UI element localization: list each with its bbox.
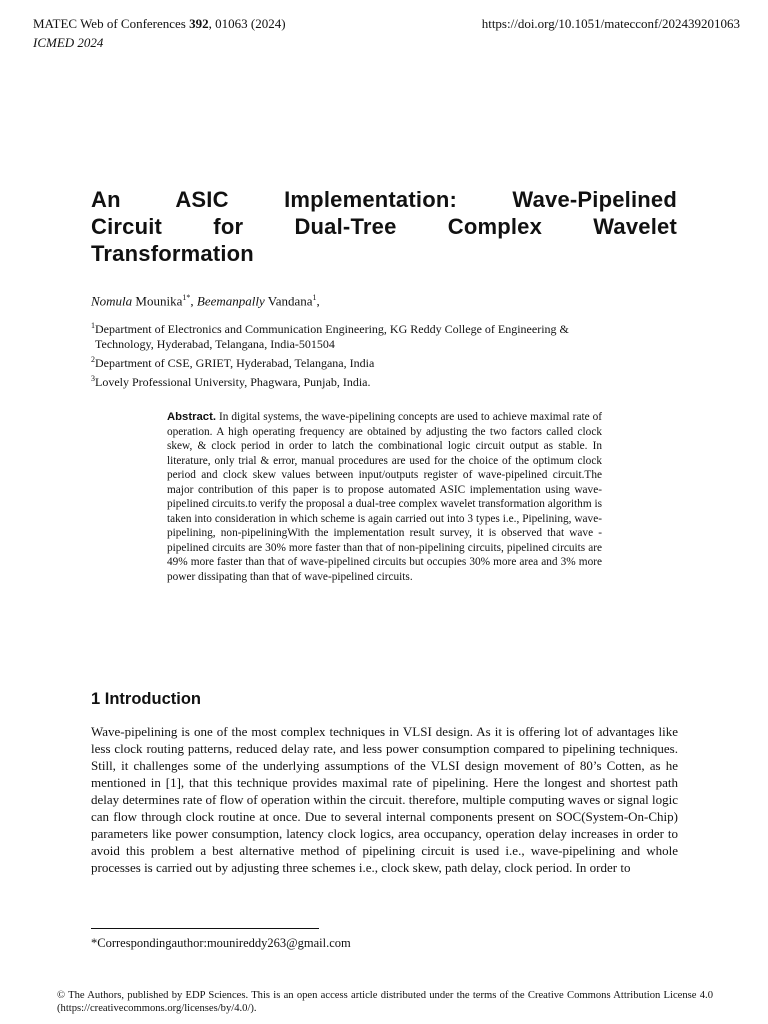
- journal-issue-year: , 01063 (2024): [208, 16, 286, 31]
- title-line: An ASIC Implementation: Wave-Pipelined: [91, 187, 677, 212]
- section-heading: 1 Introduction: [91, 690, 201, 708]
- author-2-last: Vandana: [264, 293, 313, 309]
- author-2-sup: 1: [312, 293, 317, 302]
- paper-title: [91, 186, 677, 267]
- author-1-last: Mounika: [132, 293, 183, 309]
- affiliation-1: [91, 318, 681, 337]
- author-2-first: Beemanpally: [196, 293, 265, 309]
- corresponding-author-footnote: *Correspondingauthor:mounireddy263@gmail.com: [91, 936, 351, 950]
- abstract-label: Abstract.: [167, 411, 216, 423]
- journal-volume: 392: [189, 16, 209, 31]
- affiliation-2-text: Department of CSE, GRIET, Hyderabad, Telangana, India: [95, 356, 375, 370]
- author-separator: ,: [190, 293, 197, 309]
- journal-header: [33, 15, 286, 33]
- affiliation-3-text: Lovely Professional University, Phagwara, Punjab, India.: [95, 375, 371, 389]
- footnote-divider: [91, 928, 319, 929]
- affiliation-1-cont: Technology, Hyderabad, Telangana, India-501504: [95, 337, 335, 351]
- affiliations: [91, 318, 681, 390]
- affiliation-1-sup: 1: [91, 321, 95, 330]
- title-line: Transformation: [91, 241, 254, 266]
- license-notice: © The Authors, published by EDP Sciences. This is an open access article distributed under the terms of the Creative Commons Attribution License 4.0 (https://creativecommons.org/licenses/by/4.0/).: [57, 990, 713, 1014]
- conference-name: ICMED 2024: [33, 35, 104, 50]
- affiliation-2: [91, 352, 681, 371]
- affiliation-3-sup: 3: [91, 374, 95, 383]
- author-1-first: Nomula: [91, 293, 133, 309]
- author-list: [91, 293, 320, 309]
- abstract-text: In digital systems, the wave-pipelining concepts are used to achieve maximal rate of operation. A high operating frequency are obtained by adjusting the two factors called clock skew, & clock period in order to latch the combinational logic circuit output as stable. In literature, only trial & error, manual procedures are used for the choice of the optimum clock period and clock skew values between input/outputs register of wave-pipelined circuit.The major contribution of this paper is to propose automated ASIC implementation using wave-pipelined circuits.to verify the proposal a dual-tree complex wavelet transformation algorithm is taken into consideration in which scheme is again carried out into 3 types i.e., Pipelining, wave-pipelining, non-pipeliningWith the implementation result survey, it is observed that wave -pipelined circuits are 30% more faster than that of non-pipelining circuits, pipelined circuits are 49% more faster than that of wave-pipelined circuits but occupies 30% more area and 3% more power dissipating than that of wave-pipelined circuits.: [167, 411, 602, 583]
- author-end: ,: [316, 293, 320, 309]
- affiliation-3: [91, 371, 681, 390]
- doi-link[interactable]: https://doi.org/10.1051/matecconf/202439201063: [481, 16, 740, 31]
- abstract: [167, 410, 602, 584]
- author-1-sup: 1*: [182, 293, 191, 302]
- section-body: Wave-pipelining is one of the most complex techniques in VLSI design. As it is offering lot of advantages like less clock routing patterns, reduced delay rate, and less power consumption compared to pipelining techniques. Still, it challenges some of the underlying assumptions of the VLSI design movement of 80’s Cotten, as he mentioned in [1], that this technique provides maximal rate of pipelining. Here the longest and shortest path delay determines rate of flow of operation within the circuit. therefore, multiple computing waves or signal logic can flow through clock routine at once. Due to several internal components present on SOC(System-On-Chip) parameters like power consumption, latency clock logics, area occupancy, operation delay increases in order to avoid this problem a best alternative method of pipelining circuit is used i.e., wave-pipelining and whole processes is carried out by adjusting three schemes i.e., clock skew, path delay, clock period. In order to: [91, 724, 678, 875]
- journal-name: MATEC Web of Conferences: [33, 16, 190, 31]
- title-line: Circuit for Dual-Tree Complex Wavelet: [91, 214, 677, 239]
- affiliation-2-sup: 2: [91, 355, 95, 364]
- affiliation-1-line1: Department of Electronics and Communication Engineering, KG Reddy College of Engineering &: [95, 322, 569, 336]
